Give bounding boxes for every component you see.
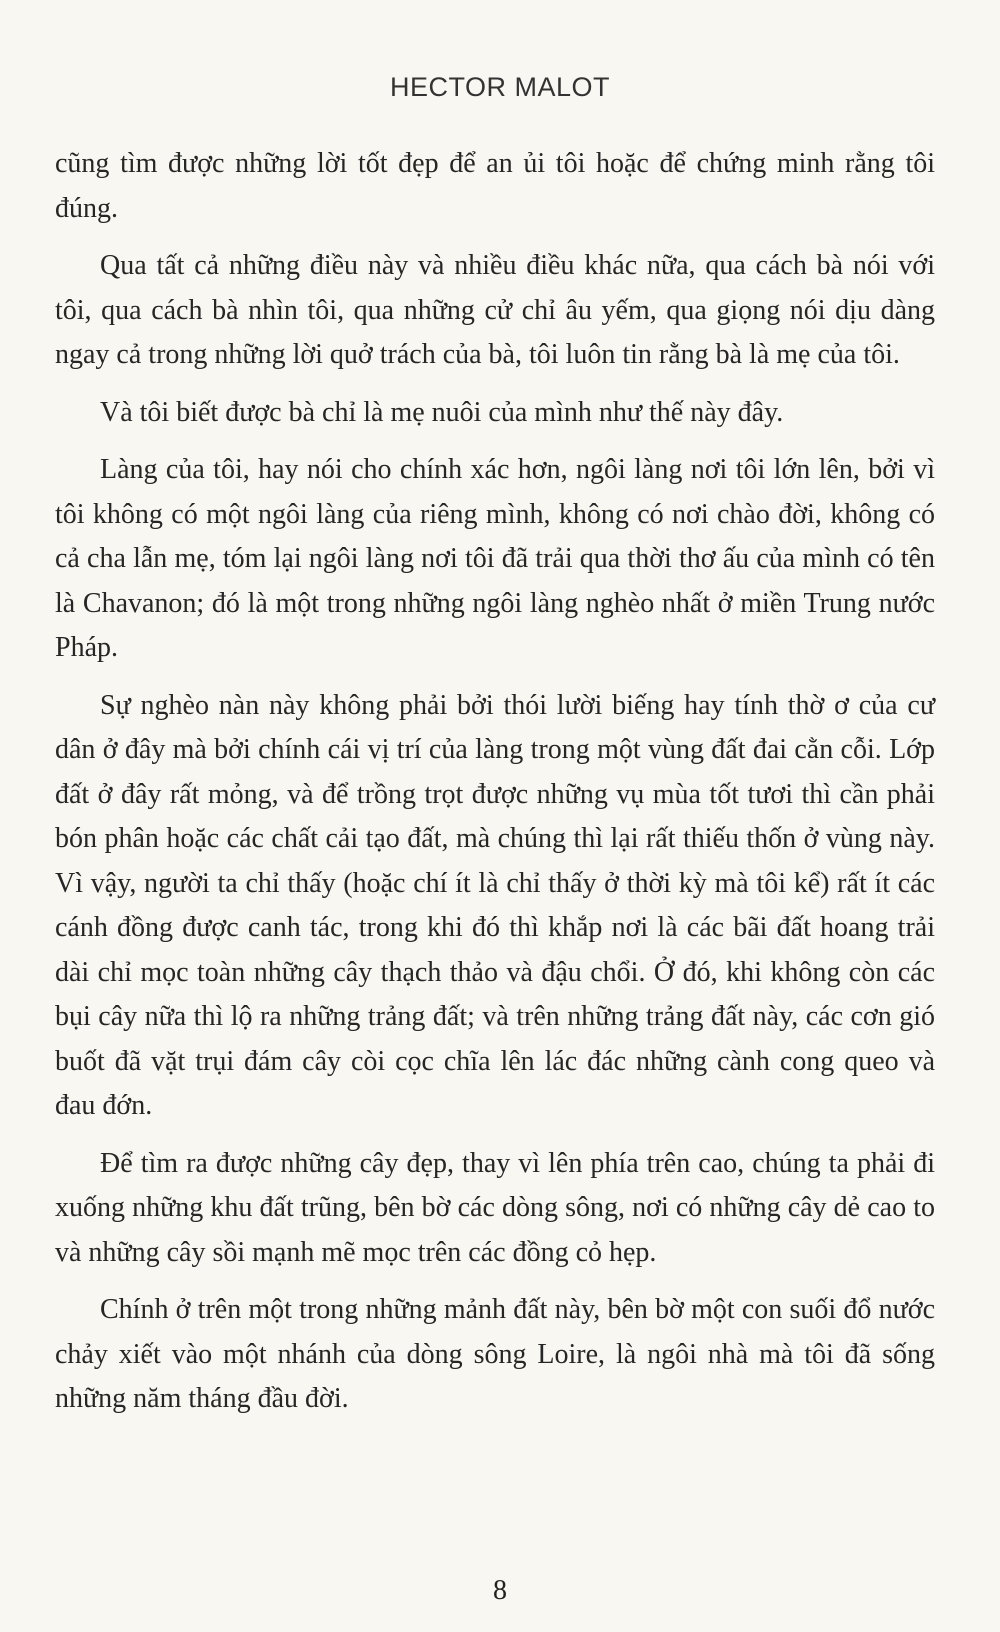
body-text [55, 142, 935, 1435]
paragraph: Chính ở trên một trong những mảnh đất này, bên bờ một con suối đổ nước chảy xiết vào một nhánh của dòng sông Loire, là ngôi nhà mà tôi đã sống những năm tháng đầu đời. [55, 1294, 935, 1414]
paragraph: Và tôi biết được bà chỉ là mẹ nuôi của mình như thế này đây. [100, 396, 784, 428]
paragraph: Sự nghèo nàn này không phải bởi thói lười biếng hay tính thờ ơ của cư dân ở đây mà bởi chính cái vị trí của làng trong một vùng đất đai cằn cỗi. Lớp đất ở đây rất mỏng, và để trồng trọt được những vụ mùa tốt tươi thì cần phải bón phân hoặc các chất cải tạo đất, mà chúng thì lại rất thiếu thốn ở vùng này. Vì vậy, người ta chỉ thấy (hoặc chí ít là chỉ thấy ở thời kỳ mà tôi kể) rất ít các cánh đồng được canh tác, trong khi đó thì khắp nơi là các bãi đất hoang trải dài chỉ mọc toàn những cây thạch thảo và đậu chổi. Ở đó, khi không còn các bụi cây nữa thì lộ ra những trảng đất; và trên những trảng đất này, các cơn gió buốt đã vặt trụi đám cây còi cọc chĩa lên lác đác những cành cong queo và đau đớn. [55, 689, 935, 1121]
page-number: 8 [493, 1575, 507, 1606]
paragraph-continued: cũng tìm được những lời tốt đẹp để an ủi tôi hoặc để chứng minh rằng tôi đúng. [55, 148, 935, 224]
paragraph: Làng của tôi, hay nói cho chính xác hơn, ngôi làng nơi tôi lớn lên, bởi vì tôi không có một ngôi làng của riêng mình, không có nơi chào đời, không có cả cha lẫn mẹ, tóm lại ngôi làng nơi tôi đã trải qua thời thơ ấu của mình có tên là Chavanon; đó là một trong những ngôi làng nghèo nhất ở miền Trung nước Pháp. [55, 454, 935, 663]
paragraph: Để tìm ra được những cây đẹp, thay vì lên phía trên cao, chúng ta phải đi xuống những khu đất trũng, bên bờ các dòng sông, nơi có những cây dẻ cao to và những cây sồi mạnh mẽ mọc trên các đồng cỏ hẹp. [55, 1147, 935, 1268]
paragraph: Qua tất cả những điều này và nhiều điều khác nữa, qua cách bà nói với tôi, qua cách bà nhìn tôi, qua những cử chỉ âu yếm, qua giọng nói dịu dàng ngay cả trong những lời quở trách của bà, tôi luôn tin rằng bà là mẹ của tôi. [55, 250, 935, 370]
running-head-author: HECTOR MALOT [389, 72, 611, 102]
